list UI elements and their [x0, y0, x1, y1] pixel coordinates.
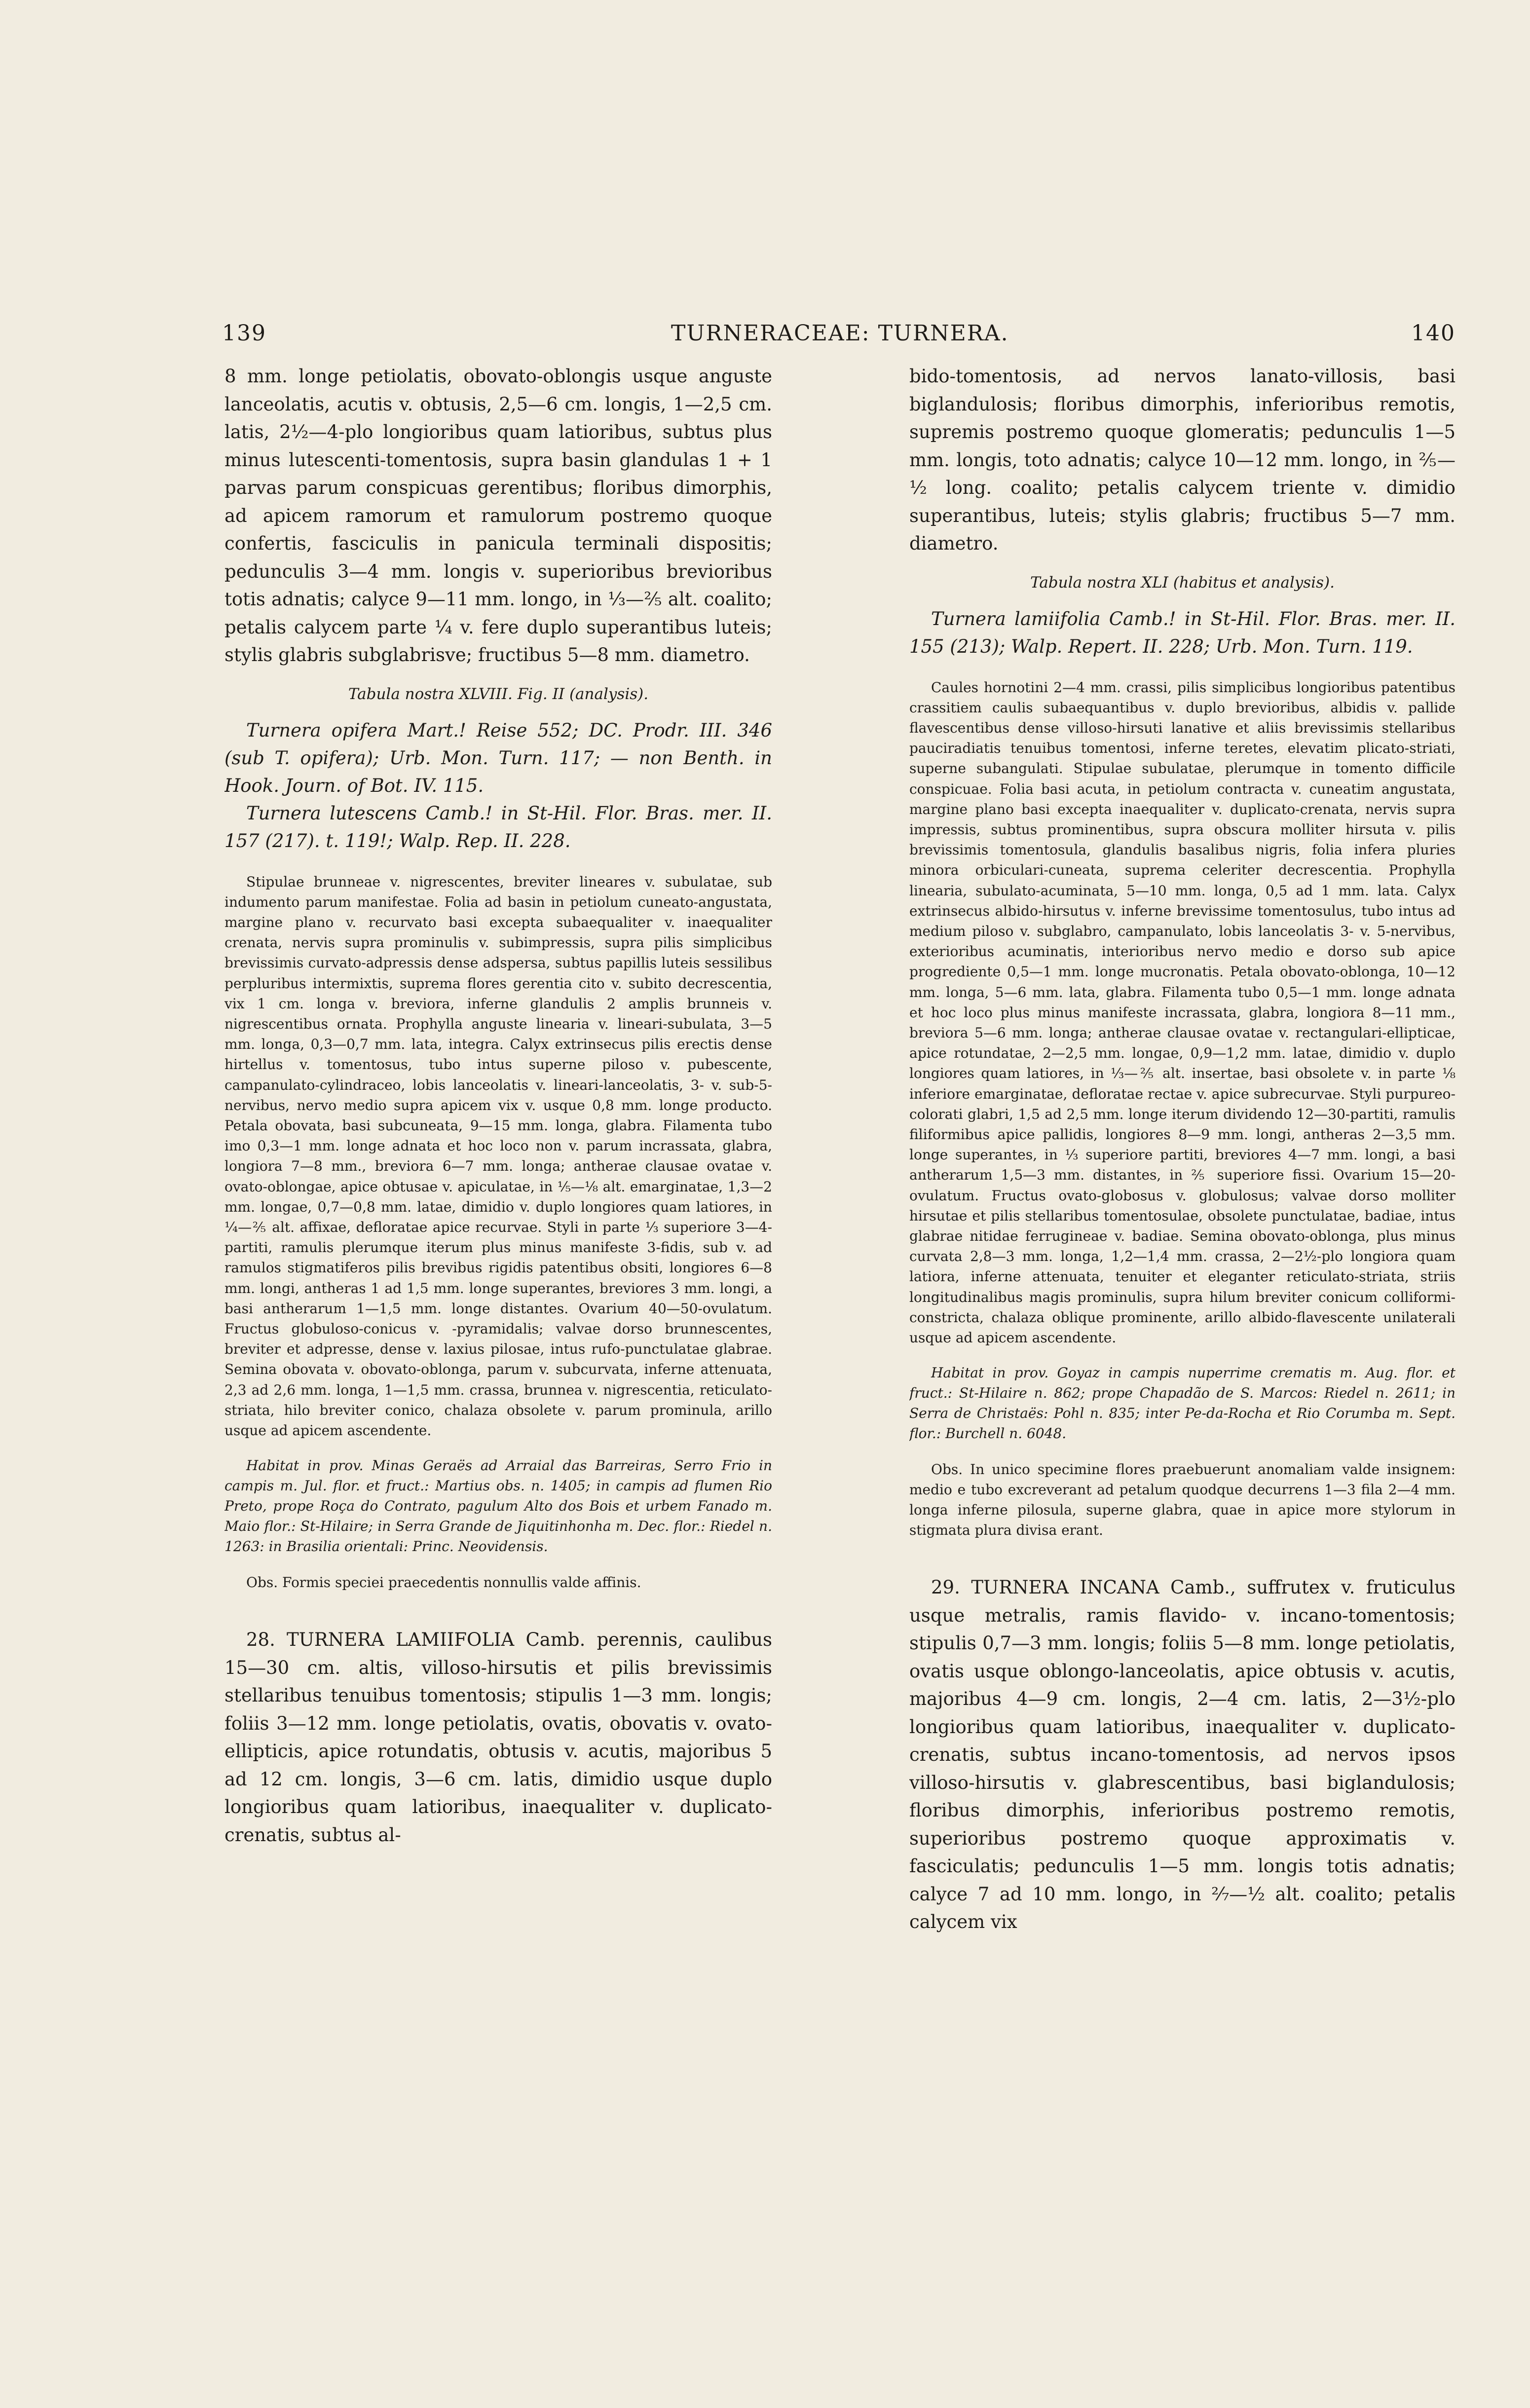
- left-citation-1: Turnera opifera Mart.! Reise 552; DC. Prodr. III. 346 (sub T. opifera); Urb. Mon. Turn. 117; — non Benth. in Hook. Journ. of Bot. IV. 115.: [224, 719, 772, 796]
- page-number-right: 140: [1411, 321, 1455, 346]
- left-tabula-caption: Tabula nostra XLVIII. Fig. II (analysis).: [348, 685, 649, 703]
- right-citation-1: Turnera lamiifolia Camb.! in St-Hil. Flor. Bras. mer. II. 155 (213); Walp. Repert. II. 228; Urb. Mon. Turn. 119.: [909, 608, 1455, 657]
- right-species-29: 29. TURNERA INCANA Camb., suffrutex v. fruticulus usque metralis, ramis flavido- v. incano-tomentosis; stipulis 0,7—3 mm. longis; foliis 5—8 mm. longe petiolatis, ovatis usque oblongo-lanceolatis, apice obtusis v. acutis, majoribus 4—9 cm. longis, 2—4 cm. latis, 2—3½-plo longioribus quam latioribus, inaequaliter v. duplicato-crenatis, subtus incano-tomentosis, ad nervos ipsos villoso-hirsutis v. glabrescentibus, basi biglandulosis; floribus dimorphis, inferioribus postremo remotis, superioribus postremo quoque approximatis v. fasciculatis; pedunculis 1—5 mm. longis totis adnatis; calyce 7 ad 10 mm. longo, in ²⁄₇—½ alt. coalito; petalis calycem vix: [909, 1577, 1455, 1933]
- left-habitat: Habitat in prov. Minas Geraës ad Arraial das Barreiras, Serro Frio in campis m. Jul. flor. et fruct.: Martius obs. n. 1405; in campis ad flumen Rio Preto, prope Roça do Contrato, pagulum Alto dos Bois et urbem Fanado m. Maio flor.: St-Hilaire; in Serra Grande de Jiquitinhonha m. Dec. flor.: Riedel n. 1263: in Brasilia orientali: Princ. Neovidensis.: [224, 1457, 772, 1555]
- page-number-left: 139: [222, 321, 266, 346]
- right-tabula-caption: Tabula nostra XLI (habitus et analysis).: [1030, 573, 1335, 592]
- running-header: [222, 321, 1455, 350]
- left-citation-2: Turnera lutescens Camb.! in St-Hil. Flor. Bras. mer. II. 157 (217). t. 119!; Walp. Rep. II. 228.: [224, 802, 772, 852]
- right-column: [909, 363, 1455, 2341]
- running-title: TURNERACEAE: TURNERA.: [671, 321, 1009, 346]
- left-description: Stipulae brunneae v. nigrescentes, breviter lineares v. subulatae, sub indumento parum manifestae. Folia ad basin in petiolum cuneato-angustata, margine plano v. recurvato basi excepta subaequaliter v. inaequaliter crenata, nervis supra prominulis v. subimpressis, supra pilis simplicibus brevissimis curvato-adpressis dense adspersa, subtus papillis luteis sessilibus perpluribus intermixtis, suprema flores gerentia cito v. subito decrescentia, vix 1 cm. longa v. breviora, inferne glandulis 2 amplis brunneis v. nigrescentibus ornata. Prophylla anguste linearia v. lineari-subulata, 3—5 mm. longa, 0,3—0,7 mm. lata, integra. Calyx extrinsecus pilis erectis dense hirtellus v. tomentosus, tubo intus superne piloso v. pubescente, campanulato-cylindraceo, lobis lanceolatis v. lineari-lanceolatis, 3- v. sub-5-nervibus, nervo medio supra apicem vix v. usque 0,8 mm. longe producto. Petala obovata, basi subcuneata, 9—15 mm. longa, glabra. Filamenta tubo imo 0,3—1 mm. longe adnata et hoc loco non v. parum incrassata, glabra, longiora 7—8 mm., breviora 6—7 mm. longa; antherae clausae ovatae v. ovato-oblongae, apice obtusae v. apiculatae, in ⅕—⅛ alt. emarginatae, 1,3—2 mm. longae, 0,7—0,8 mm. latae, dimidio v. duplo longiores quam latiores, in ¼—⅖ alt. affixae, defloratae apice recurvae. Styli in parte ⅓ superiore 3—4-partiti, ramulis plerumque iterum plus minus manifeste 3-fidis, sub v. ad ramulos stigmatiferos pilis brevibus rigidis patentibus obsiti, longiores 6—8 mm. longi, antheras 1 ad 1,5 mm. longe superantes, breviores 3 mm. longi, a basi antherarum 1—1,5 mm. longe distantes. Ovarium 40—50-ovulatum. Fructus globuloso-conicus v. -pyramidalis; valvae dorso brunnescentes, breviter et adpresse, dense v. laxius pilosae, intus rufo-punctulatae glabrae. Semina obovata v. obovato-oblonga, parum v. subcurvata, inferne attenuata, 2,3 ad 2,6 mm. longa, 1—1,5 mm. crassa, brunnea v. nigrescentia, reticulato-striata, hilo breviter conico, chalaza obsolete v. parum prominula, arillo usque ad apicem ascendente.: [224, 873, 772, 1439]
- right-main-text: bido-tomentosis, ad nervos lanato-villosis, basi biglandulosis; floribus dimorphis, inferioribus remotis, supremis postremo quoque glomeratis; pedunculis 1—5 mm. longis, toto adnatis; calyce 10—12 mm. longo, in ⅖—½ long. coalito; petalis calycem triente v. dimidio superantibus, luteis; stylis glabris; fructibus 5—7 mm. diametro.: [909, 366, 1455, 554]
- left-species-28: 28. TURNERA LAMIIFOLIA Camb. perennis, caulibus 15—30 cm. altis, villoso-hirsutis et pilis brevissimis stellaribus tenuibus tomentosis; stipulis 1—3 mm. longis; foliis 3—12 mm. longe petiolatis, ovatis, obovatis v. ovato-ellipticis, apice rotundatis, obtusis v. acutis, majoribus 5 ad 12 cm. longis, 3—6 cm. latis, dimidio usque duplo longioribus quam latioribus, inaequaliter v. duplicato-crenatis, subtus al-: [224, 1629, 772, 1846]
- left-main-text: 8 mm. longe petiolatis, obovato-oblongis usque anguste lanceolatis, acutis v. obtusis, 2,5—6 cm. longis, 1—2,5 cm. latis, 2½—4-plo longioribus quam latioribus, subtus plus minus lutescenti-tomentosis, supra basin glandulas 1 + 1 parvas parum conspicuas gerentibus; floribus dimorphis, ad apicem ramorum et ramulorum postremo quoque confertis, fasciculis in panicula terminali dispositis; pedunculis 3—4 mm. longis v. superioribus brevioribus totis adnatis; calyce 9—11 mm. longo, in ⅓—⅖ alt. coalito; petalis calycem parte ¼ v. fere duplo superantibus luteis; stylis glabris subglabrisve; fructibus 5—8 mm. diametro.: [224, 366, 772, 666]
- right-habitat: Habitat in prov. Goyaz in campis nuperrime crematis m. Aug. flor. et fruct.: St-Hilaire n. 862; prope Chapadão de S. Marcos: Riedel n. 2611; in Serra de Christaës: Pohl n. 835; inter Pe-da-Rocha et Rio Corumba m. Sept. flor.: Burchell n. 6048.: [909, 1365, 1455, 1442]
- left-observation: Obs. Formis speciei praecedentis nonnullis valde affinis.: [246, 1574, 641, 1591]
- right-observation: Obs. In unico specimine flores praebuerunt anomaliam valde insignem: medio e tubo excreverant ad petalum quodque decurrens 1—3 fila 2—4 mm. longa inferne pilosula, superne glabra, quae in apice more stylorum in stigmata plura divisa erant.: [909, 1461, 1455, 1539]
- right-description: Caules hornotini 2—4 mm. crassi, pilis simplicibus longioribus patentibus crassitiem caulis subaequantibus v. duplo brevioribus, albidis v. pallide flavescentibus dense villoso-hirsuti lanative et aliis brevissimis stellaribus pauciradiatis tenuibus tomentosi, inferne teretes, elevatim plicato-striati, superne subangulati. Stipulae subulatae, plerumque in tomento difficile conspicuae. Folia basi acuta, in petiolum contracta v. cuneatim angustata, margine plano basi excepta inaequaliter v. duplicato-crenata, nervis supra impressis, subtus prominentibus, supra obscura molliter hirsuta v. pilis brevissimis tomentosula, glandulis basalibus nigris, folia infera pluries minora orbiculari-cuneata, suprema celeriter decrescentia. Prophylla linearia, subulato-acuminata, 5—10 mm. longa, 0,5 ad 1 mm. lata. Calyx extrinsecus albido-hirsutus v. inferne brevissime tomentosulus, tubo intus ad medium piloso v. subglabro, campanulato, lobis lanceolatis 3- v. 5-nervibus, exterioribus acuminatis, interioribus nervo medio e dorso sub apice progrediente 0,5—1 mm. longe mucronatis. Petala obovato-oblonga, 10—12 mm. longa, 5—6 mm. lata, glabra. Filamenta tubo 0,5—1 mm. longe adnata et hoc loco plus minus manifeste incrassata, glabra, longiora 8—11 mm., breviora 5—6 mm. longa; antherae clausae ovatae v. rectangulari-ellipticae, apice rotundatae, 2—2,5 mm. longae, 0,9—1,2 mm. latae, dimidio v. duplo longiores quam latiores, in ⅓—⅖ alt. insertae, basi obsolete v. in parte ⅛ inferiore emarginatae, defloratae rectae v. apice subrecurvae. Styli purpureo-colorati glabri, 1,5 ad 2,5 mm. longe iterum dividendo 12—30-partiti, ramulis filiformibus apice pallidis, longiores 8—9 mm. longi, antheras 2—3,5 mm. longe superantes, in ⅓ superiore partiti, breviores 4—7 mm. longi, a basi antherarum 1,5—3 mm. distantes, in ⅖ superiore fissi. Ovarium 15—20-ovulatum. Fructus ovato-globosus v. globulosus; valvae dorso molliter hirsutae et pilis stellaribus tomentosulae, obsolete punctulatae, badiae, intus glabrae nitidae ferrugineae v. badiae. Semina obovato-oblonga, plus minus curvata 2,8—3 mm. longa, 1,2—1,4 mm. crassa, 2—2½-plo longiora quam latiora, inferne attenuata, tenuiter et eleganter reticulato-striata, striis longitudinalibus magis prominulis, supra hilum breviter conicum colliformi-constricta, chalaza oblique prominente, arillo albido-flavescente unilaterali usque ad apicem ascendente.: [909, 679, 1455, 1346]
- left-column: [224, 363, 772, 2341]
